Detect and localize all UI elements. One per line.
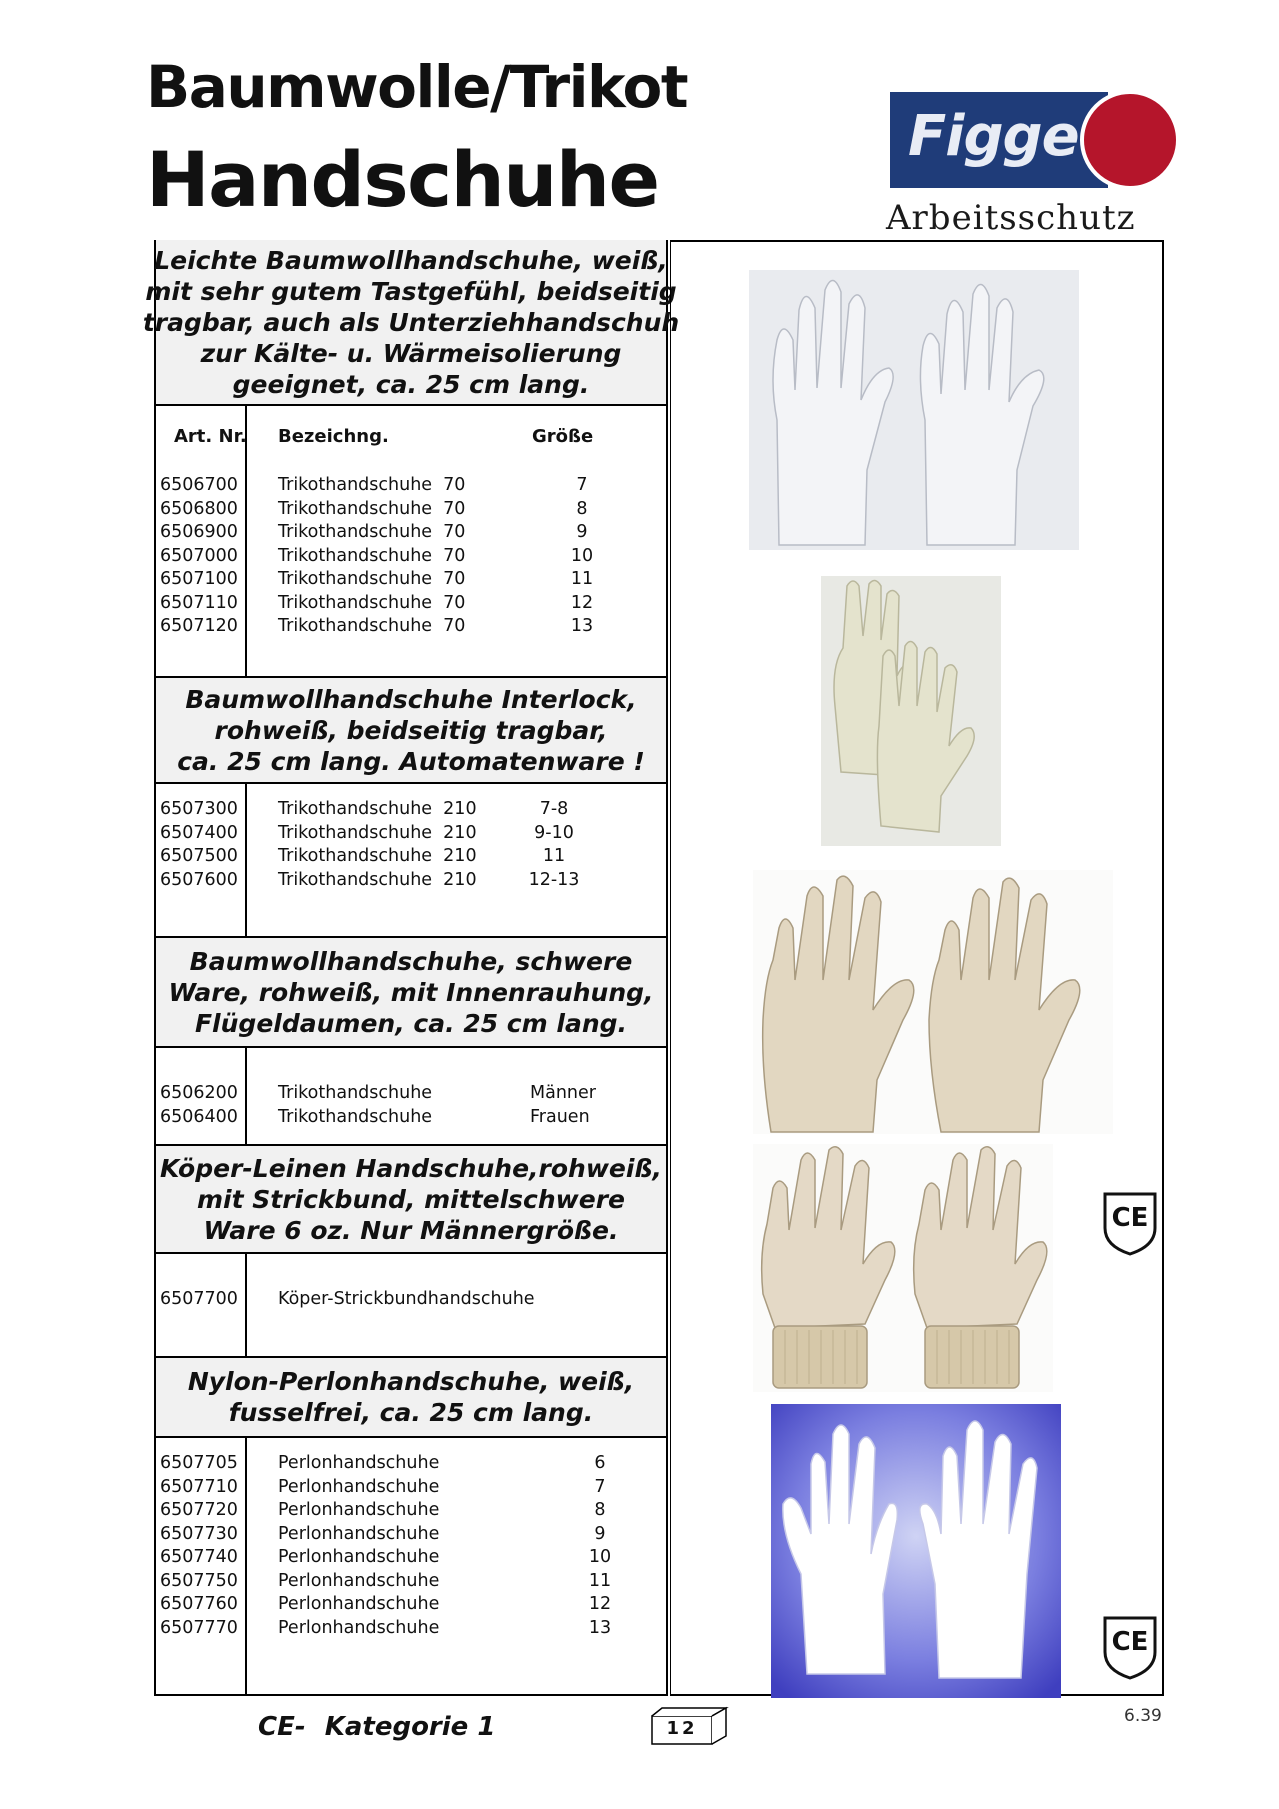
product-name: Trikothandschuhe 210 — [278, 846, 477, 866]
product-name: Perlonhandschuhe — [278, 1617, 440, 1638]
product-name: Trikothandschuhe 70 — [278, 545, 466, 566]
article-number: 6507750 — [160, 1570, 238, 1591]
table-row — [156, 1570, 666, 1594]
page-number-box — [650, 1706, 730, 1746]
photo-column — [670, 240, 1164, 1696]
article-number: 6507700 — [160, 1289, 238, 1309]
table-row — [156, 1523, 666, 1547]
product-name: Köper-Strickbundhandschuhe — [278, 1289, 535, 1309]
table-row — [156, 869, 666, 893]
article-number: 6507730 — [160, 1523, 238, 1544]
article-number: 6506900 — [160, 522, 238, 542]
product-name: Trikothandschuhe 70 — [278, 569, 466, 589]
product-name: Trikothandschuhe 70 — [278, 522, 466, 542]
header-line: Köper-Leinen Handschuhe,rohweiß, — [160, 1153, 662, 1183]
article-number: 6507120 — [160, 616, 238, 636]
section-1-rows — [156, 406, 666, 678]
table-row — [156, 521, 666, 545]
header-line: zur Kälte- u. Wärmeisolierung — [200, 338, 622, 368]
section-1-header — [142, 240, 680, 406]
header-line: ca. 25 cm lang. Automatenware ! — [177, 746, 645, 776]
knit-cuff-gloves-photo — [753, 1144, 1053, 1392]
product-size: 8 — [594, 1500, 606, 1520]
section-3-rows — [156, 1046, 666, 1146]
article-number: 6507300 — [160, 799, 238, 819]
article-number: 6506200 — [160, 1083, 238, 1103]
logo-text: Figge — [908, 104, 1079, 169]
header-line: rohweiß, beidseitig tragbar, — [214, 715, 608, 745]
page-number: 12 — [666, 1718, 698, 1739]
product-size: 6 — [594, 1453, 606, 1473]
section-4-header — [156, 1144, 666, 1254]
table-row — [156, 1593, 666, 1617]
header-line: Baumwollhandschuhe, weiß, — [265, 245, 668, 275]
table-row — [156, 798, 666, 822]
header-line: , ca. 25 cm lang. — [361, 1398, 594, 1427]
product-name: Perlonhandschuhe — [278, 1500, 440, 1520]
product-size: 7-8 — [539, 799, 569, 819]
product-name: Trikothandschuhe 210 — [278, 822, 477, 843]
product-name: Trikothandschuhe 70 — [278, 592, 466, 613]
header-line: Flügeldaumen, ca. 25 cm lang. — [194, 1008, 628, 1038]
article-number: 6507770 — [160, 1617, 238, 1638]
header-line: Ware 6 oz. Nur Männergröße. — [203, 1215, 619, 1245]
header-line: Ware, rohweiß, mit Innenrauhung, — [168, 977, 654, 1007]
product-name: Trikothandschuhe 70 — [278, 475, 466, 495]
nylon-gloves-photo — [771, 1404, 1061, 1698]
article-number: 6506800 — [160, 498, 238, 519]
article-number: 6506700 — [160, 475, 238, 495]
white-gloves-photo — [749, 270, 1079, 550]
article-number: 6507000 — [160, 545, 238, 566]
page-title-line1: Baumwolle/Trikot — [146, 53, 688, 121]
product-name: Perlonhandschuhe — [278, 1547, 440, 1567]
article-number: 6507720 — [160, 1500, 238, 1520]
product-name: Perlonhandschuhe — [278, 1453, 440, 1473]
article-number: 6507705 — [160, 1453, 238, 1473]
table-row — [156, 1288, 666, 1312]
table-row — [156, 1106, 666, 1130]
ce-mark-text: CE — [1111, 1627, 1149, 1657]
section-5-rows — [156, 1436, 666, 1694]
interlock-gloves-photo — [821, 576, 1001, 846]
article-number: 6507500 — [160, 846, 238, 866]
table-row — [156, 822, 666, 846]
col-header-art: Art. Nr. — [174, 426, 247, 447]
header-line: tragbar, auch als Unterziehhandschuh — [142, 307, 680, 337]
header-line: geeignet, ca. 25 cm lang. — [232, 369, 590, 399]
product-size: 7 — [576, 475, 588, 495]
product-name: Perlonhandschuhe — [278, 1570, 440, 1591]
table-row — [156, 1082, 666, 1106]
footer-ce-label: CE- — [258, 1712, 306, 1742]
article-number: 6507600 — [160, 869, 238, 890]
logo-circle-icon — [1080, 90, 1180, 190]
product-size: Frauen — [530, 1106, 590, 1127]
product-size: 9 — [594, 1523, 606, 1544]
product-name: Trikothandschuhe — [278, 1083, 433, 1103]
product-size: 13 — [570, 616, 594, 636]
section-4-rows — [156, 1252, 666, 1358]
table-row — [156, 545, 666, 569]
header-line: Nylon-Perlonhandschuhe, weiß, — [187, 1367, 635, 1396]
product-size: 12 — [570, 592, 594, 613]
product-size: 11 — [542, 846, 566, 866]
brand-subtitle: Arbeitsschutz — [886, 198, 1136, 238]
article-number: 6507710 — [160, 1476, 238, 1497]
table-row — [156, 1452, 666, 1476]
product-name: Perlonhandschuhe — [278, 1476, 440, 1497]
table-row — [156, 845, 666, 869]
header-line: Baumwollhandschuhe Interlock, — [185, 684, 637, 714]
product-size: 12 — [588, 1594, 612, 1614]
ce-mark-text: CE — [1111, 1203, 1149, 1233]
col-header-bezeichnung: Bezeichng. — [278, 426, 389, 447]
product-size: 11 — [588, 1570, 612, 1591]
product-name: Trikothandschuhe 210 — [278, 869, 477, 890]
section-2-rows — [156, 782, 666, 938]
product-size: 10 — [588, 1547, 612, 1567]
header-line: mit Strickbund, mittelschwere — [196, 1184, 626, 1214]
col-header-groesse: Größe — [532, 426, 594, 447]
article-number: 6507100 — [160, 569, 238, 589]
table-row — [156, 1476, 666, 1500]
article-number: 6506400 — [160, 1106, 238, 1127]
table-row — [156, 615, 666, 639]
table-row — [156, 1617, 666, 1641]
product-size: 11 — [570, 569, 594, 589]
product-table — [142, 240, 680, 1696]
product-size: 12-13 — [528, 869, 580, 890]
heavy-gloves-photo — [753, 870, 1113, 1134]
table-row — [156, 498, 666, 522]
product-size: 9 — [576, 522, 588, 542]
header-lead: Leichte — [154, 245, 258, 275]
section-3-header — [156, 936, 666, 1048]
table-row — [156, 1546, 666, 1570]
section-5-header — [156, 1356, 666, 1438]
article-number: 6507400 — [160, 822, 238, 843]
table-row — [156, 592, 666, 616]
footer-ce-category — [258, 1712, 495, 1742]
header-bold-word: fusselfrei — [228, 1398, 362, 1427]
product-name: Perlonhandschuhe — [278, 1523, 440, 1544]
product-size: 13 — [588, 1617, 612, 1638]
header-line: mit sehr gutem Tastgefühl, beidseitig — [145, 276, 677, 306]
product-name: Trikothandschuhe 70 — [278, 616, 466, 636]
footer-category: Kategorie 1 — [324, 1712, 496, 1742]
product-size: 7 — [594, 1476, 606, 1497]
page-reference: 6.39 — [1124, 1706, 1162, 1726]
header-line: Baumwollhandschuhe, schwere — [189, 946, 633, 976]
product-size: Männer — [530, 1083, 596, 1103]
product-name: Trikothandschuhe 70 — [278, 498, 466, 519]
table-row — [156, 568, 666, 592]
product-size: 9-10 — [534, 822, 574, 843]
article-number: 6507110 — [160, 592, 238, 613]
section-2-header — [156, 676, 666, 784]
article-number: 6507740 — [160, 1547, 238, 1567]
product-name: Trikothandschuhe 210 — [278, 799, 477, 819]
product-size: 10 — [570, 545, 594, 566]
table-row — [156, 1499, 666, 1523]
article-number: 6507760 — [160, 1594, 238, 1614]
product-name: Trikothandschuhe — [278, 1106, 433, 1127]
product-name: Perlonhandschuhe — [278, 1594, 440, 1614]
table-row — [156, 474, 666, 498]
page-title-line2: Handschuhe — [146, 135, 659, 224]
figge-logo — [890, 90, 1180, 190]
product-size: 8 — [576, 498, 588, 519]
